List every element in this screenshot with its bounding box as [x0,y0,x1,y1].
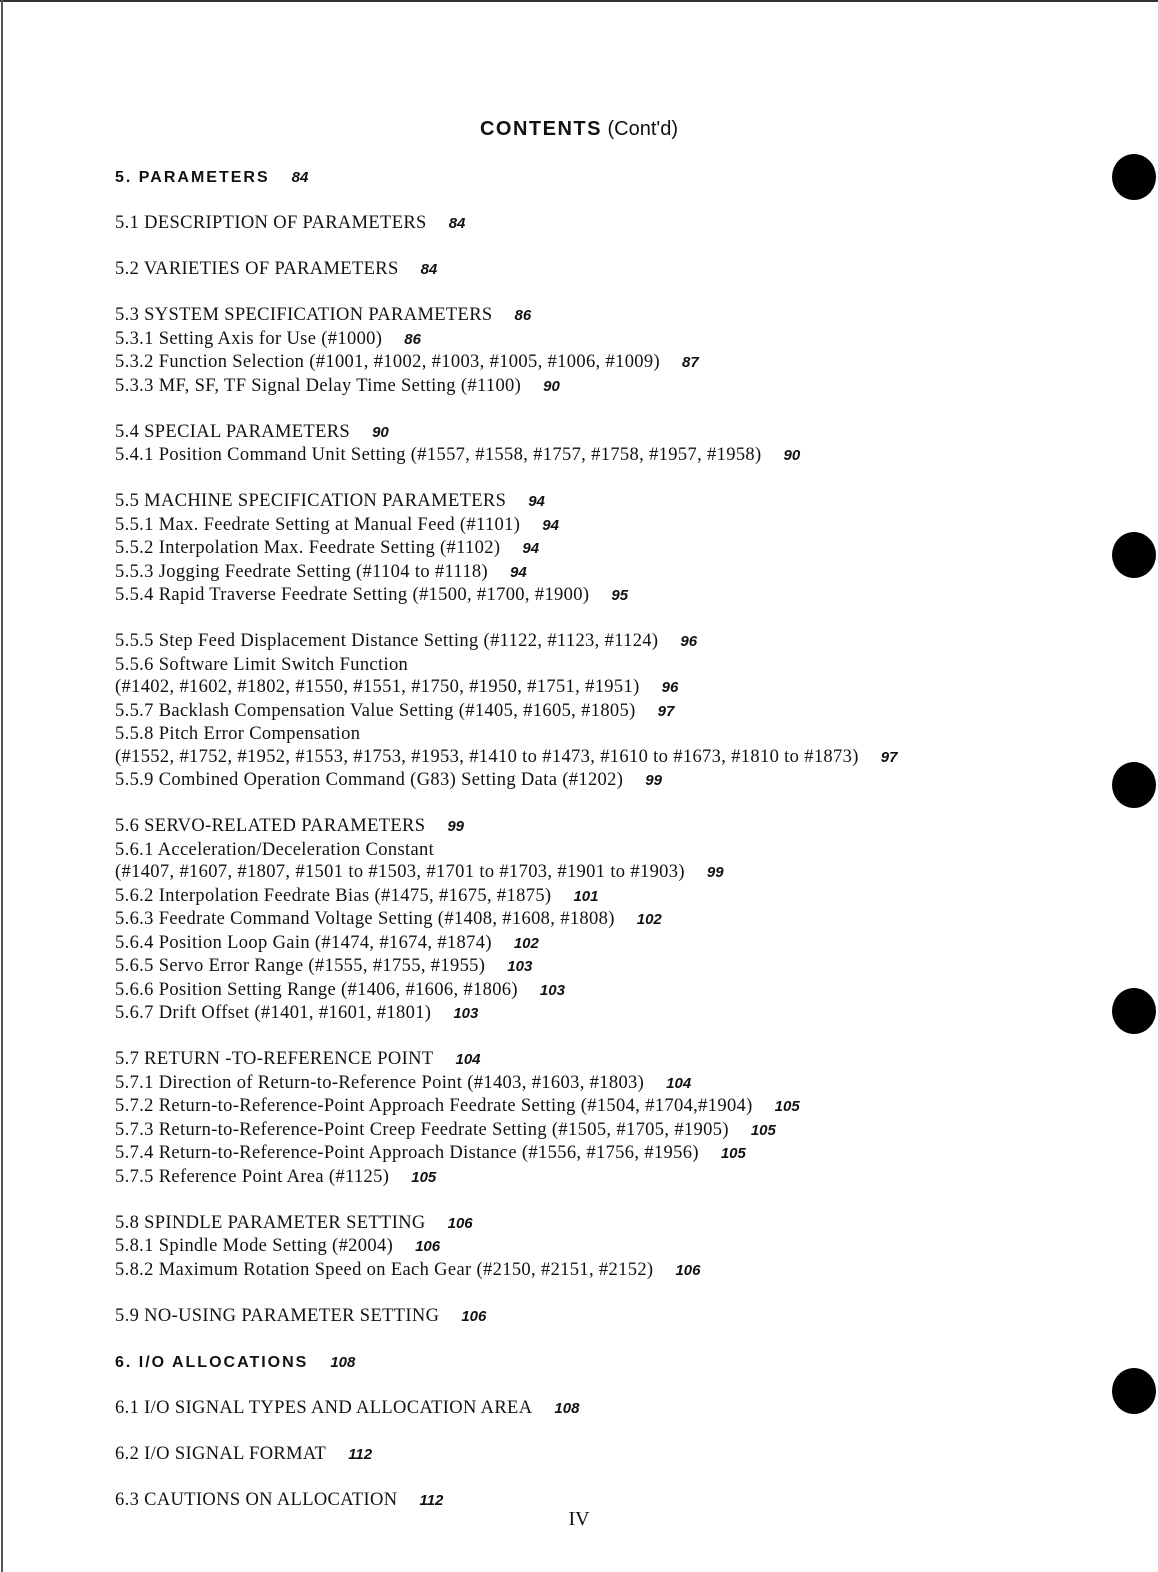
toc-entry-title: 5.7 RETURN -TO-REFERENCE POINT [115,1049,434,1069]
toc-entry [115,537,1115,561]
toc-entry-title: (#1552, #1752, #1952, #1553, #1753, #1953, #1410 to #1473, #1610 to #1673, #1810 to #1873) [115,746,859,767]
toc-entry [115,561,1115,585]
toc-entry-title: 6. I/O ALLOCATIONS [115,1353,309,1371]
toc-entry-title: 6.2 I/O SIGNAL FORMAT [115,1443,327,1464]
toc-entry-page: 97 [657,702,675,720]
toc-entry-page: 106 [461,1307,487,1325]
toc-entry [115,584,1115,608]
toc-entry-title: 5.5.3 Jogging Feedrate Setting (#1104 to #1118) [115,561,489,582]
toc-entry-title: 5.8 SPINDLE PARAMETER SETTING [115,1212,426,1233]
toc-entry-page: 106 [415,1238,441,1255]
toc-entry [115,421,1115,445]
toc-entry-title: 5.3.2 Function Selection (#1001, #1002, #1003, #1005, #1006, #1009) [115,352,661,372]
toc-entry [115,861,1115,885]
toc-entry [115,839,1115,862]
toc-section [115,1443,1115,1467]
toc-entry-page: 90 [783,447,801,464]
toc-entry [115,676,1115,700]
toc-section [115,304,1115,398]
toc-entry-page: 94 [542,516,559,534]
toc-entry-page: 105 [411,1168,437,1186]
toc-section [115,1048,1115,1189]
toc-entry-page: 86 [404,330,421,348]
toc-entry-page: 112 [348,1445,373,1463]
toc-entry [115,212,1115,236]
toc-entry-page: 102 [513,934,539,952]
toc-entry [115,1235,1115,1259]
toc-entry [115,1095,1115,1119]
toc-entry [115,351,1115,375]
toc-entry-page: 101 [573,887,599,905]
toc-entry [115,304,1115,328]
toc-entry [115,258,1115,282]
toc-entry-title: 5.3.1 Setting Axis for Use (#1000) [115,328,383,349]
toc-entry-title: 5.7.5 Reference Point Area (#1125) [115,1166,390,1187]
toc-entry-page: 86 [514,307,532,324]
toc-entry-title: 5.5.1 Max. Feedrate Setting at Manual Feed (#1101) [115,514,521,535]
scan-edge-left [1,0,3,1572]
toc-entry-page: 104 [455,1051,481,1068]
punch-hole [1112,988,1156,1034]
toc-entry [115,654,1115,677]
toc-entry-title: 5.5.5 Step Feed Displacement Distance Setting (#1122, #1123, #1124) [115,631,659,651]
toc-entry-page: 105 [720,1145,746,1162]
toc-entry-page: 94 [522,540,540,557]
toc-entry-title: 5.6 SERVO-RELATED PARAMETERS [115,816,426,836]
toc-entry [115,1072,1115,1096]
toc-section [115,1212,1115,1283]
toc-entry [115,1305,1115,1329]
toc-entry-title: 5.6.6 Position Setting Range (#1406, #1606, #1806) [115,979,518,1000]
toc-entry [115,1443,1115,1467]
toc-entry-title: (#1402, #1602, #1802, #1550, #1551, #1750, #1950, #1751, #1951) [115,677,640,697]
toc-entry [115,1119,1115,1143]
toc-entry [115,1002,1115,1026]
toc-entry-title: 5.5.7 Backlash Compensation Value Setting (#1405, #1605, #1805) [115,700,636,721]
toc-entry-title: 5. PARAMETERS [115,169,270,186]
toc-entry-page: 99 [645,772,662,789]
toc-section [115,630,1115,793]
toc-entry-page: 104 [666,1074,692,1092]
toc-section [115,1305,1115,1329]
toc-entry-page: 94 [528,493,545,510]
toc-entry-title: 5.6.2 Interpolation Feedrate Bias (#1475, #1675, #1875) [115,885,552,906]
toc-entry-title: (#1407, #1607, #1807, #1501 to #1503, #1701 to #1703, #1901 to #1903) [115,862,685,882]
toc-entry-title: 5.2 VARIETIES OF PARAMETERS [115,259,399,279]
toc-entry-title: 5.5.8 Pitch Error Compensation [115,724,361,744]
toc-entry [115,723,1115,746]
toc-section [115,815,1115,1026]
toc-entry [115,1048,1115,1072]
toc-entry-title: 5.7.3 Return-to-Reference-Point Creep Feedrate Setting (#1505, #1705, #1905) [115,1119,729,1140]
page-title [0,118,1158,141]
toc-entry-page: 94 [510,563,527,581]
toc-entry-title: 6.1 I/O SIGNAL TYPES AND ALLOCATION AREA [115,1397,533,1418]
punch-hole [1112,154,1156,200]
toc-entry [115,630,1115,654]
toc-entry-page: 106 [447,1214,473,1232]
toc-section [115,166,1115,190]
toc-entry [115,885,1115,909]
toc-entry-page: 96 [661,679,679,696]
toc-section [115,212,1115,236]
toc-entry-page: 106 [675,1261,701,1279]
punch-hole [1112,532,1156,578]
title-bold: CONTENTS [479,118,602,140]
page-number: IV [568,1508,590,1530]
toc-entry-page: 108 [330,1353,356,1371]
toc-entry-title: 5.5.9 Combined Operation Command (G83) Setting Data (#1202) [115,770,624,790]
toc-entry-page: 90 [372,423,389,441]
toc-entry [115,932,1115,956]
toc-entry-page: 99 [447,818,465,835]
toc-entry [115,1212,1115,1236]
toc-entry-title: 5.6.5 Servo Error Range (#1555, #1755, #1955) [115,956,486,976]
toc-entry-page: 102 [636,911,662,928]
toc-entry-page: 108 [554,1399,580,1417]
punch-hole [1112,762,1156,808]
toc-entry [115,955,1115,979]
toc-entry [115,375,1115,399]
toc-entry-page: 103 [539,981,565,999]
toc-entry [115,746,1115,770]
toc-entry-page: 96 [680,633,698,650]
toc-entry [115,908,1115,932]
toc-entry [115,769,1115,793]
toc-entry-page: 95 [611,587,629,604]
toc-entry [115,1259,1115,1283]
toc-entry-title: 5.5.6 Software Limit Switch Function [115,654,409,675]
toc-entry-title: 5.8.2 Maximum Rotation Speed on Each Gear (#2150, #2151, #2152) [115,1259,654,1280]
toc-entry-title: 5.4.1 Position Command Unit Setting (#1557, #1558, #1757, #1758, #1957, #1958) [115,445,762,465]
toc-section [115,1351,1115,1375]
toc-entry [115,1351,1115,1375]
toc-entry-page: 105 [750,1121,776,1139]
toc-entry [115,444,1115,468]
toc-entry [115,815,1115,839]
toc-entry [115,1166,1115,1190]
toc-entry [115,166,1115,190]
title-rest: (Cont'd) [607,118,679,140]
toc-entry-title: 5.5.4 Rapid Traverse Feedrate Setting (#1500, #1700, #1900) [115,585,590,605]
toc-section [115,1397,1115,1421]
toc-entry-title: 5.7.4 Return-to-Reference-Point Approach Distance (#1556, #1756, #1956) [115,1143,699,1163]
toc-entry [115,1142,1115,1166]
toc-entry-page: 97 [880,748,898,766]
toc-entry-title: 5.4 SPECIAL PARAMETERS [115,421,351,442]
toc-entry-title: 5.6.1 Acceleration/Deceleration Constant [115,839,435,860]
toc-entry-title: 5.1 DESCRIPTION OF PARAMETERS [115,213,427,233]
toc-entry-title: 5.5.2 Interpolation Max. Feedrate Setting (#1102) [115,538,501,558]
toc-entry-title: 5.7.2 Return-to-Reference-Point Approach Feedrate Setting (#1504, #1704,#1904) [115,1096,753,1116]
toc-section [115,421,1115,468]
toc-entry-page: 90 [543,377,560,395]
toc-entry-page: 103 [507,958,533,975]
toc-entry-title: 5.8.1 Spindle Mode Setting (#2004) [115,1236,394,1256]
toc-entry-title: 5.3.3 MF, SF, TF Signal Delay Time Setting (#1100) [115,375,522,396]
toc-entry-title: 5.6.7 Drift Offset (#1401, #1601, #1801) [115,1003,432,1023]
toc-entry-title: 5.9 NO-USING PARAMETER SETTING [115,1305,440,1326]
toc-entry [115,1397,1115,1421]
table-of-contents [115,166,1115,1535]
toc-entry-title: 5.5 MACHINE SPECIFICATION PARAMETERS [115,491,507,511]
toc-entry-page: 99 [706,864,724,881]
toc-entry-page: 84 [420,261,438,278]
toc-entry [115,490,1115,514]
toc-entry [115,979,1115,1003]
toc-entry-title: 5.6.3 Feedrate Command Voltage Setting (#1408, #1608, #1808) [115,909,615,929]
toc-entry-title: 6.3 CAUTIONS ON ALLOCATION [115,1489,398,1510]
toc-entry [115,328,1115,352]
toc-entry-page: 84 [291,169,309,186]
toc-entry-page: 103 [453,1005,479,1022]
toc-entry-title: 5.7.1 Direction of Return-to-Reference Point (#1403, #1603, #1803) [115,1072,645,1093]
toc-entry [115,514,1115,538]
toc-entry-page: 87 [682,354,699,371]
toc-entry-title: 5.3 SYSTEM SPECIFICATION PARAMETERS [115,305,493,325]
toc-entry-page: 84 [448,215,466,232]
toc-section [115,258,1115,282]
scan-edge-top [0,0,1158,2]
punch-hole [1112,1368,1156,1414]
toc-entry-page: 112 [419,1491,444,1509]
toc-entry-title: 5.6.4 Position Loop Gain (#1474, #1674, #1874) [115,932,492,953]
toc-entry [115,700,1115,724]
toc-section [115,490,1115,608]
toc-entry-page: 105 [774,1098,800,1115]
